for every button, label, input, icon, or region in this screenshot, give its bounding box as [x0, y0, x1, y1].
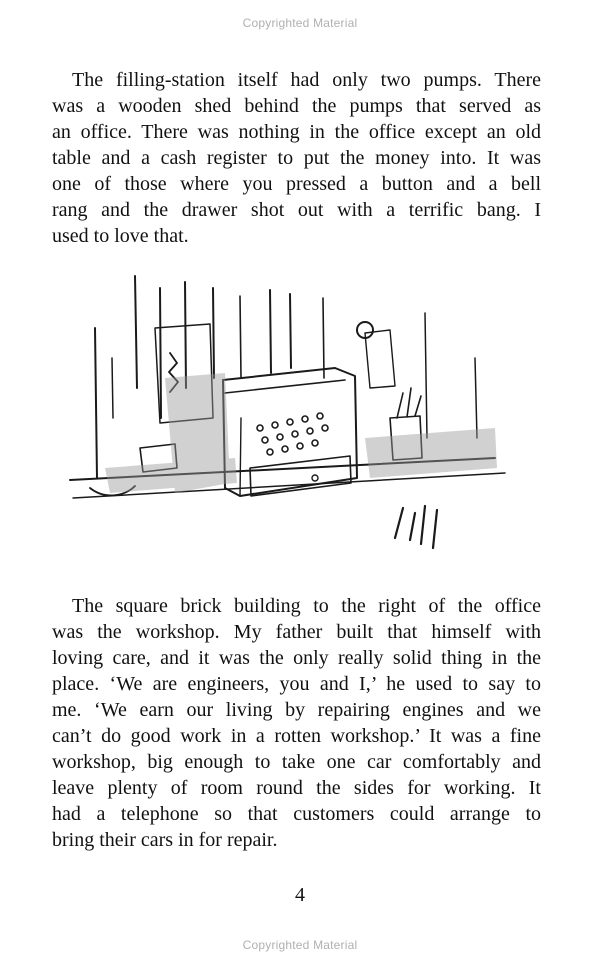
copyright-watermark-bottom: Copyrighted Material: [242, 938, 358, 952]
copyright-watermark-top: Copyrighted Material: [242, 16, 358, 30]
text-line: The square brick building to the right of the office: [72, 595, 541, 617]
text-line: The filling-station itself had only two pumps. There: [72, 69, 541, 91]
text-line: used to love that.: [52, 225, 189, 247]
text-line: leave plenty of room round the sides for working. It: [52, 777, 541, 799]
text-line: loving care, and it was the only really solid thing in the: [52, 647, 541, 669]
page-number: 4: [295, 884, 305, 906]
text-line: rang and the drawer shot out with a terrific bang. I: [52, 199, 541, 221]
paragraph-workshop: [52, 593, 541, 853]
text-line: table and a cash register to put the money into. It was: [52, 147, 541, 169]
text-line: place. ‘We are engineers, you and I,’ he used to say to: [52, 673, 541, 695]
text-line: me. ‘We earn our living by repairing engines and we: [52, 699, 541, 721]
text-line: was a wooden shed behind the pumps that served as: [52, 95, 541, 117]
text-line: bring their cars in for repair.: [52, 829, 278, 851]
paragraph-filling-station: [52, 67, 541, 249]
text-line: an office. There was nothing in the office except an old: [52, 121, 541, 143]
text-line: one of those where you pressed a button and a bell: [52, 173, 541, 195]
text-line: had a telephone so that customers could arrange to: [52, 803, 541, 825]
text-line: was the workshop. My father built that himself with: [52, 621, 541, 643]
text-line: workshop, big enough to take one car comfortably and: [52, 751, 541, 773]
cash-register-illustration: [65, 268, 515, 558]
text-line: can’t do good work in a rotten workshop.’ It was a fine: [52, 725, 541, 747]
